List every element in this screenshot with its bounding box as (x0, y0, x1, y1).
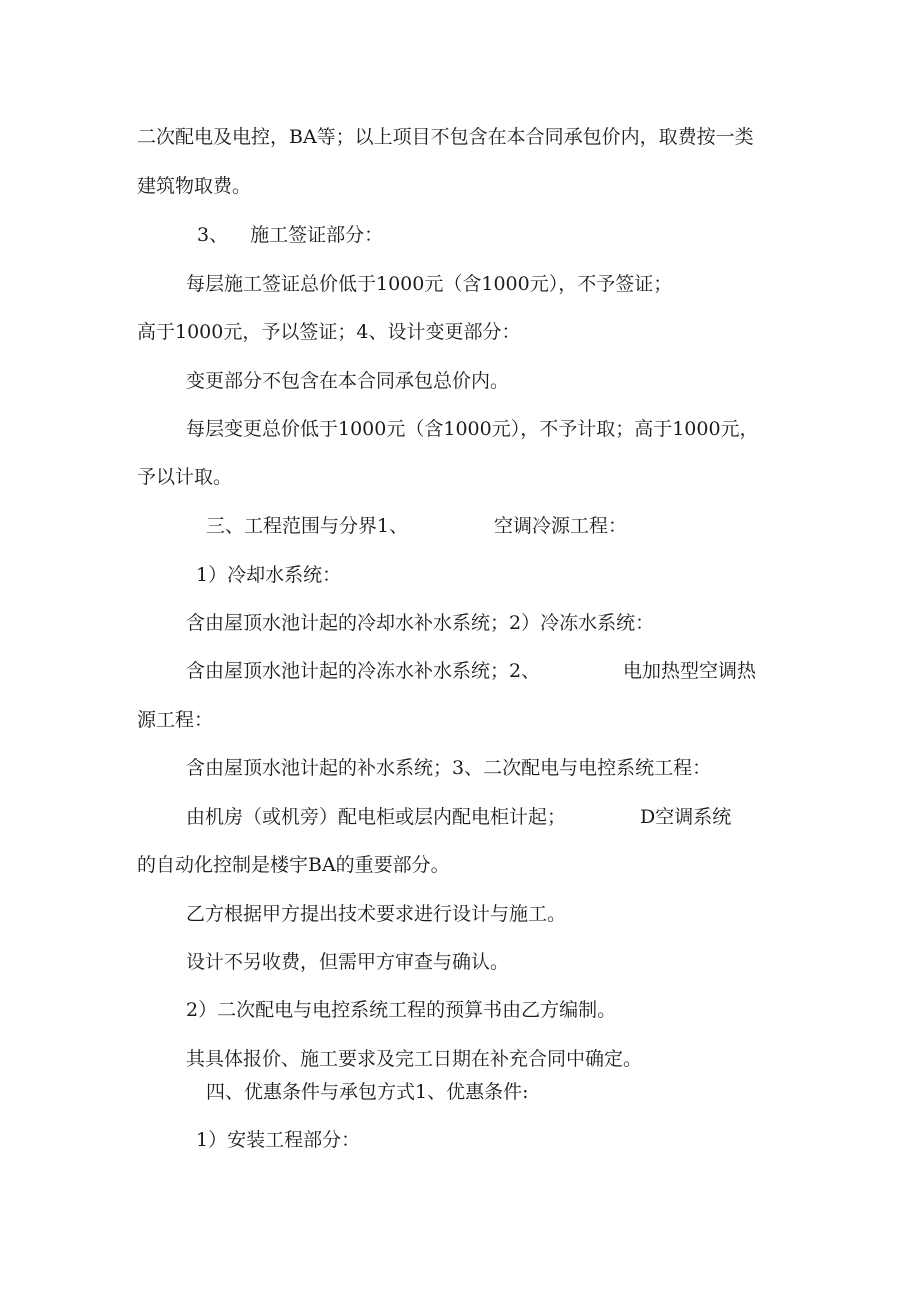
text-line: 含由屋顶水池计起的冷却水补水系统；2）冷冻水系统： (186, 612, 655, 634)
text-line: 四、优惠条件与承包方式1、优惠条件: (206, 1081, 529, 1103)
text-line: 高于1000元，予以签证；4、设计变更部分： (137, 321, 521, 343)
text-line: 1）冷却水系统： (196, 564, 342, 586)
text-line: 二次配电及电控，BA等；以上项目不包含在本合同承包价内，取费按一类 (137, 126, 754, 148)
text-line: 1）安装工程部分： (196, 1129, 361, 1151)
text-line: 电加热型空调热 (623, 660, 757, 682)
text-line: 其具体报价、施工要求及完工日期在补充合同中确定。 (186, 1048, 643, 1070)
text-line: 予以计取。 (137, 466, 233, 488)
text-line: 含由屋顶水池计起的冷冻水补水系统；2、 (186, 660, 541, 682)
text-line: 空调冷源工程： (494, 515, 628, 537)
text-line: 三、工程范围与分界1、 (206, 515, 409, 537)
text-line: 含由屋顶水池计起的补水系统；3、二次配电与电控系统工程： (186, 757, 712, 779)
text-line: 的自动化控制是楼宇BA的重要部分。 (137, 854, 450, 876)
text-line: 3、 施工签证部分： (197, 224, 384, 246)
text-line: 源工程： (137, 709, 214, 731)
text-line: 乙方根据甲方提出技术要求进行设计与施工。 (186, 903, 567, 925)
text-line: D空调系统 (640, 806, 732, 828)
text-line: 变更部分不包含在本合同承包总价内。 (186, 370, 510, 392)
text-line: 2）二次配电与电控系统工程的预算书由乙方编制。 (186, 999, 617, 1021)
text-line: 每层变更总价低于1000元（含1000元），不予计取；高于1000元， (186, 418, 759, 440)
text-line: 由机房（或机旁）配电柜或层内配电柜计起； (186, 806, 567, 828)
text-line: 建筑物取费。 (137, 175, 252, 197)
text-line: 设计不另收费，但需甲方审查与确认。 (186, 951, 510, 973)
text-line: 每层施工签证总价低于1000元（含1000元），不予签证； (186, 273, 673, 295)
